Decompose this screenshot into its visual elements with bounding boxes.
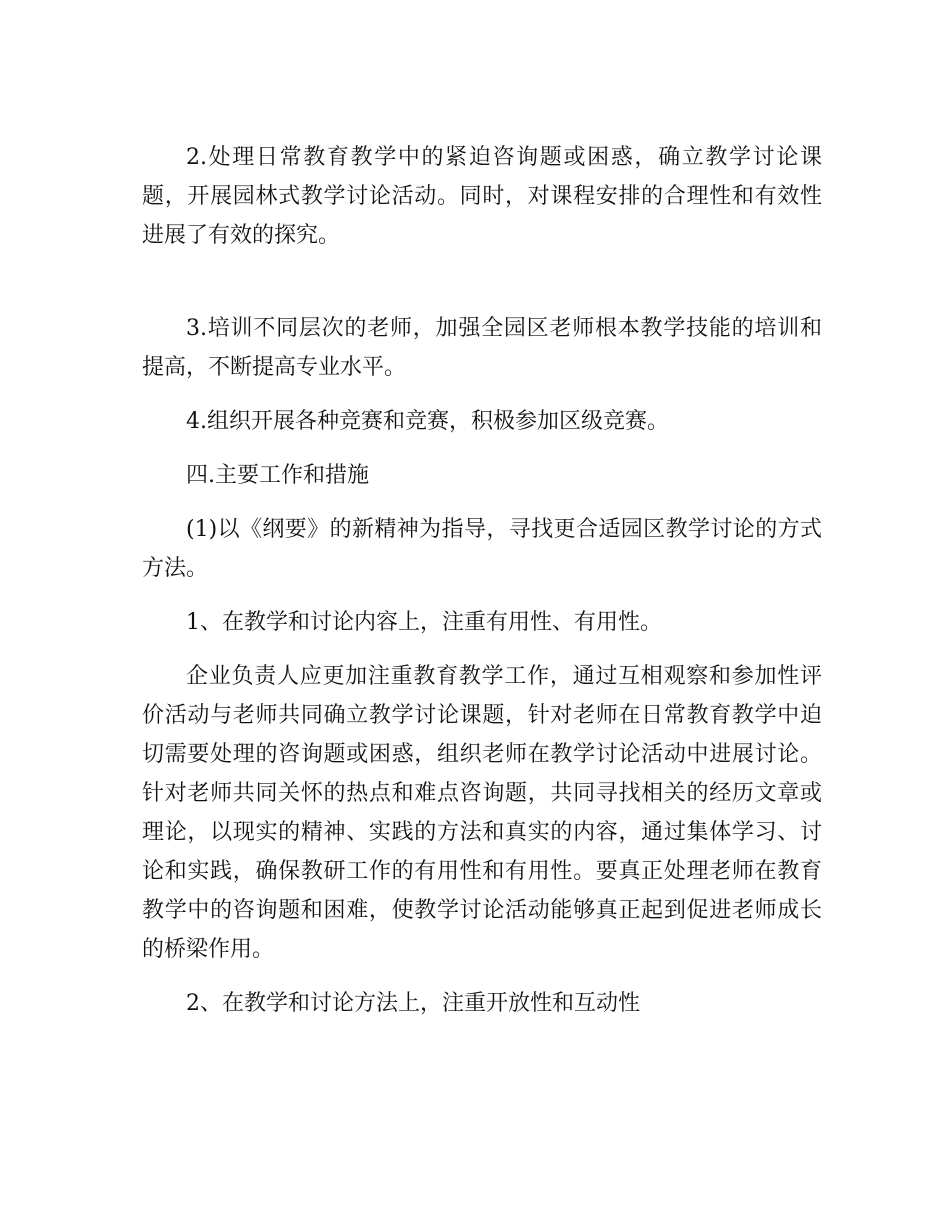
- paragraph-subsection-1: (1)以《纲要》的新精神为指导，寻找更合适园区教学讨论的方式方法。: [142, 517, 822, 581]
- paragraph-point-2: 2、在教学和讨论方法上，注重开放性和互动性: [186, 991, 640, 1016]
- document-body: [142, 138, 822, 1023]
- paragraph-item-3: 3.培训不同层次的老师，加强全园区老师根本教学技能的培训和提高，不断提高专业水平。: [142, 316, 822, 380]
- paragraph-item-4: 4.组织开展各种竞赛和竞赛，积极参加区级竞赛。: [186, 409, 669, 434]
- paragraph-item-2: 2.处理日常教育教学中的紧迫咨询题或困惑，确立教学讨论课题，开展园林式教学讨论活动。同时，对课程安排的合理性和有效性进展了有效的探究。: [142, 145, 822, 248]
- section-heading-four: 四.主要工作和措施: [186, 463, 369, 488]
- paragraph-point-1: 1、在教学和讨论内容上，注重有用性、有用性。: [186, 610, 662, 635]
- paragraph-body: 企业负责人应更加注重教育教学工作，通过互相观察和参加性评价活动与老师共同确立教学讨论课题，针对老师在日常教育教学中迫切需要处理的咨询题或困惑，组织老师在教学讨论活动中进展讨论。针对老师共同关怀的热点和难点咨询题，共同寻找相关的经历文章或理论，以现实的精神、实践的方法和真实的内容，通过集体学习、讨论和实践，确保教研工作的有用性和有用性。要真正处理老师在教育教学中的咨询题和困难，使教学讨论活动能够真正起到促进老师成长的桥梁作用。: [142, 664, 822, 962]
